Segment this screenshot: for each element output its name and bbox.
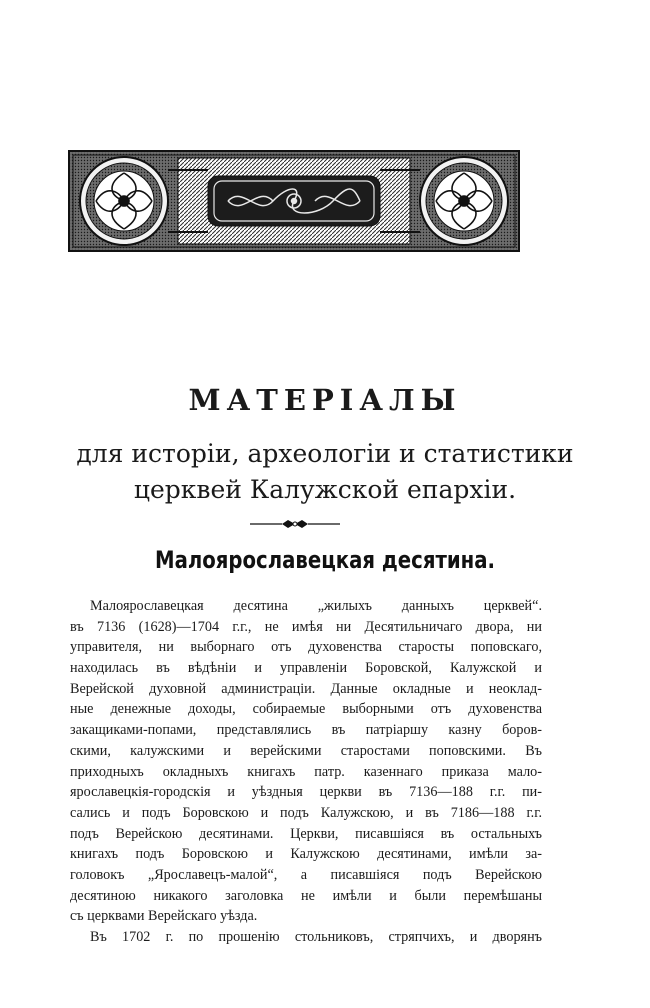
text-line: ные денежные доходы, собираемые выборными отъ духовенства [70,701,542,718]
subtitle-line-2: церквей Калужской епархіи. [133,475,517,504]
subtitle-line-1: для исторіи, археологіи и статистики [76,439,574,468]
text-line: подъ Верейскою десятинами. Церкви, писавшіяся въ остальныхъ [70,825,542,842]
text-line: Верейской духовной администраціи. Данные окладные и неоклад- [70,680,542,697]
text-line: головокъ „Ярославецъ-малой“, а писавшіяся подъ Верейскою [70,866,542,883]
ornamental-divider [248,517,342,531]
section-heading: Малоярославецкая десятина. [154,546,496,574]
text-line: сались и подъ Боровскою и подъ Калужскою, и въ 7186—188 г.г. [70,804,542,821]
text-line: ярославецкія-городскія и уѣздныя церкви въ 7136—188 г.г. пи- [70,784,542,801]
text-line: Въ 1702 г. по прошенію стольниковъ, стряпчихъ, и дворянъ [90,929,542,945]
text-line: приходныхъ окладныхъ книгахъ патр. казеннаго приказа мало- [70,763,542,780]
text-line: закащиками-попами, представлялись въ патріаршу казну боров- [70,722,542,739]
text-line: съ церквами Верейскаго уѣзда. [70,908,258,925]
text-line: въ 7136 (1628)—1704 г.г., не имѣя ни Десятильничаго двора, ни [70,618,542,635]
text-line: десятиною никакого заголовка не имѣли и были перемѣшаны [70,887,542,904]
ornamental-headpiece [68,150,520,252]
body-text [70,596,542,948]
text-line: Малоярославецкая десятина „жилыхъ данныхъ церквей“. [90,598,542,614]
text-line: скими, калужскими и верейскими старостами поповскими. Въ [70,742,542,759]
text-line: книгахъ подъ Боровскою и Калужскою десятинами, имѣли за- [70,846,542,863]
text-line: находилась въ вѣдѣніи и управленіи Боровской, Калужской и [70,660,542,677]
text-line: управителя, ни выборнаго отъ духовенства старосты поповскаго, [70,639,542,656]
page-title: МАТЕРІАЛЫ [188,383,462,417]
